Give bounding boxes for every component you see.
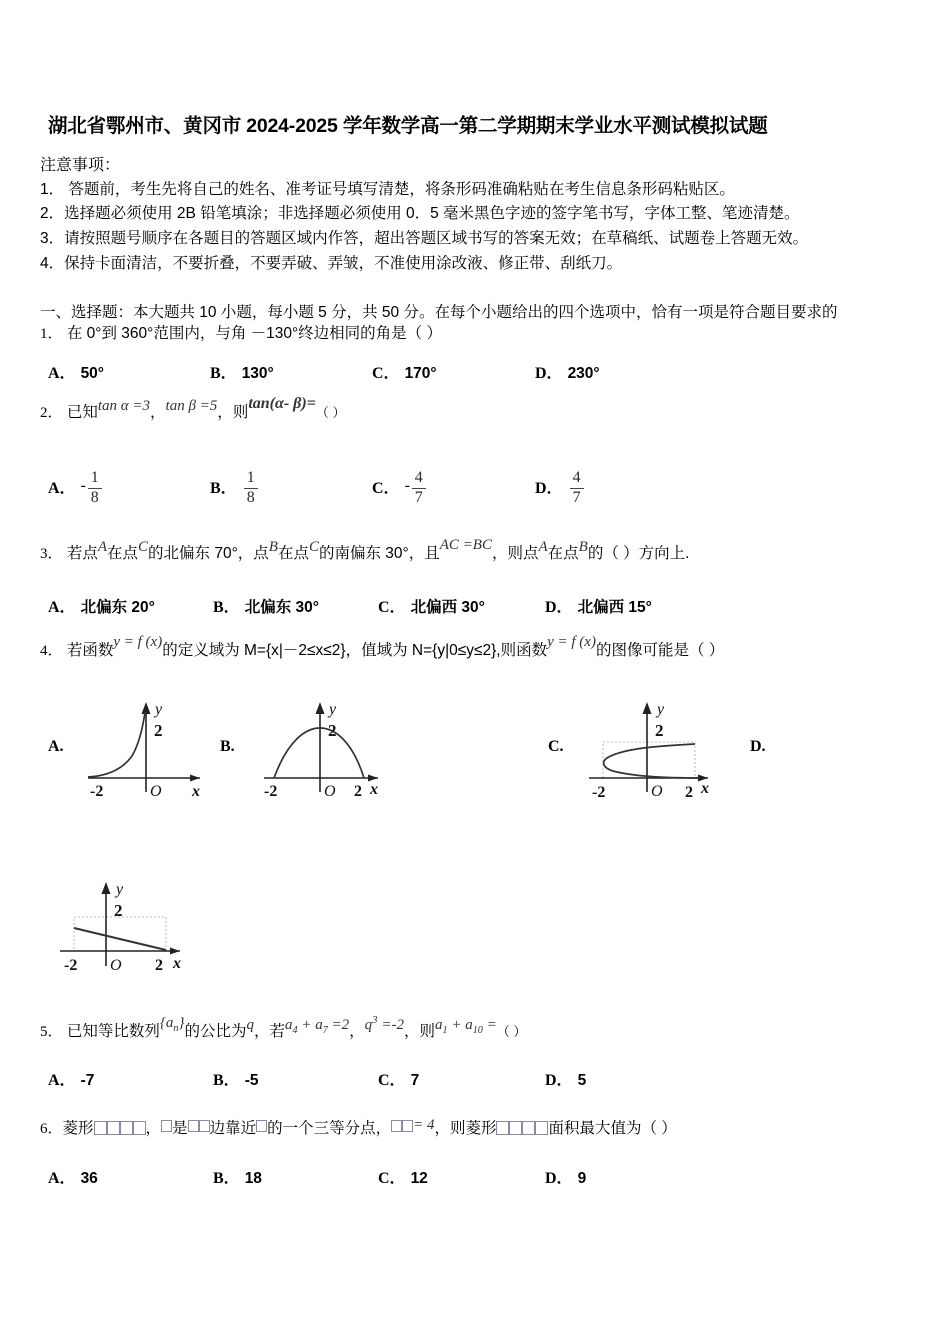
option-1-A[interactable]	[48, 360, 104, 383]
q6-missing-glyphs-5	[391, 1120, 413, 1137]
q3-p6: ，则点	[491, 545, 539, 562]
q5-v1: $\{a_n\}$	[159, 1015, 185, 1034]
q4-v1: y = f (x)	[113, 634, 163, 650]
option-2-D[interactable]	[535, 471, 584, 508]
numerator: 4	[570, 470, 584, 489]
option-label: A．	[48, 480, 76, 498]
q5-v3: $a_4 + a_7 =2$	[284, 1017, 350, 1036]
option-value: 5	[577, 1072, 587, 1089]
svg-text:2: 2	[155, 957, 163, 974]
option-3-A[interactable]	[48, 594, 155, 617]
q4-p3: 的图像可能是（ ）	[595, 642, 725, 659]
option-label: D．	[545, 1170, 573, 1187]
q6-p1: 菱形	[62, 1120, 94, 1137]
q3-v3: B	[268, 539, 278, 555]
denominator: 8	[90, 488, 99, 506]
option-value: -7	[80, 1072, 95, 1089]
option-1-D[interactable]	[535, 360, 600, 383]
svg-text:2: 2	[114, 901, 123, 920]
option-label: D．	[545, 599, 573, 616]
option-label: D．	[535, 365, 563, 382]
option-label: C．	[378, 599, 406, 616]
svg-text:2: 2	[354, 783, 362, 800]
option-sign: -	[404, 477, 410, 495]
option-2-B[interactable]	[210, 471, 258, 508]
q6-p2: ，	[145, 1120, 162, 1137]
notice-line-4: 4．保持卡面清洁，不要折叠，不要弄破、弄皱，不准使用涂改液、修正带、刮纸刀。	[40, 255, 623, 272]
option-label: D．	[545, 1072, 573, 1089]
denominator: 8	[246, 488, 255, 506]
option-sign: -	[80, 477, 86, 495]
q4-v2: y = f (x)	[547, 634, 596, 650]
numerator: 4	[412, 470, 426, 489]
question-2-lead: 已知	[66, 404, 98, 421]
q4-p2: 的定义域为 M={x|－2≤x≤2}，值域为 N={y|0≤y≤2},则函数	[162, 642, 548, 659]
q5-p4: ，	[349, 1023, 365, 1040]
question-2-sep-1: ，	[150, 404, 166, 421]
fraction	[570, 470, 584, 507]
option-value: 北偏东 20°	[80, 599, 155, 616]
missing-glyph-box	[94, 1121, 107, 1135]
option-value: 36	[80, 1170, 98, 1187]
svg-text:O: O	[651, 783, 663, 800]
svg-text:O: O	[110, 957, 122, 974]
svg-text:x: x	[173, 955, 181, 972]
option-label: A．	[48, 1072, 76, 1089]
section-heading: 一、选择题：本大题共 10 小题，每小题 5 分，共 50 分。在每个小题给出的四个选项中，恰有一项是符合题目要求的	[40, 304, 838, 321]
option-value: -5	[244, 1072, 259, 1089]
graph-option-D[interactable]	[60, 880, 215, 1000]
option-value: 9	[577, 1170, 587, 1187]
q6-missing-glyphs-4	[256, 1120, 267, 1137]
svg-text:-2: -2	[64, 957, 78, 974]
option-label: B．	[213, 1072, 240, 1089]
missing-glyph-box	[535, 1121, 548, 1135]
option-value: 170°	[404, 365, 437, 382]
q3-p4: 在点	[277, 545, 309, 562]
option-label: C．	[372, 365, 400, 382]
question-2-expr-2: tan β =5	[165, 398, 218, 414]
question-1-stem	[40, 325, 442, 343]
question-2-paren: （ ）	[315, 405, 346, 420]
option-5-B[interactable]	[213, 1067, 258, 1090]
q4-p1: 若函数	[66, 642, 114, 659]
option-2-C[interactable]	[372, 471, 426, 508]
question-2-stem	[40, 395, 346, 422]
option-value: 230°	[567, 365, 600, 382]
option-value: 北偏西 15°	[577, 599, 652, 616]
option-label: D．	[535, 480, 563, 498]
q3-p1: 若点	[66, 545, 98, 562]
question-1-text: 在 0°到 360°范围内，与角 －130°终边相同的角是（ ）	[66, 325, 442, 342]
question-2-expr-1: tan α =3	[97, 398, 151, 414]
missing-glyph-box	[161, 1120, 172, 1132]
svg-text:y: y	[116, 881, 124, 898]
svg-text:x: x	[192, 783, 200, 800]
option-label: B．	[213, 1170, 240, 1187]
page-title: 湖北省鄂州市、黄冈市 2024-2025 学年数学高一第二学期期末学业水平测试模拟试题	[48, 115, 768, 137]
question-2-options	[0, 462, 950, 506]
question-2-number: 2．	[40, 405, 63, 421]
option-label: C．	[378, 1072, 406, 1089]
option-value: 7	[410, 1072, 420, 1089]
option-value: 北偏西 30°	[410, 599, 485, 616]
missing-glyph-box	[391, 1120, 402, 1132]
q6-p6: = 4	[413, 1117, 435, 1133]
option-2-A[interactable]	[48, 471, 102, 508]
fraction	[412, 470, 426, 507]
question-5-stem	[40, 1014, 527, 1043]
notice-line-3: 3．请按照题号顺序在各题目的答题区域内作答，超出答题区域书写的答案无效；在草稿纸、试题卷上答题无效。	[40, 230, 809, 247]
fraction	[88, 470, 102, 507]
svg-text:y: y	[657, 701, 665, 718]
svg-text:2: 2	[328, 721, 337, 740]
option-value: 18	[244, 1170, 262, 1187]
svg-text:-2: -2	[592, 784, 606, 801]
option-label: B．	[210, 480, 237, 498]
denominator: 7	[414, 488, 423, 506]
option-label: B．	[210, 365, 237, 382]
question-2-expr-3: tan(α- β)=	[248, 395, 316, 412]
q3-p5: 的南偏东 30°，且	[319, 545, 440, 562]
q3-p2: 在点	[107, 545, 139, 562]
q6-missing-glyphs-2	[161, 1120, 172, 1137]
graph-option-A[interactable]	[70, 690, 215, 810]
svg-text:2: 2	[685, 784, 693, 801]
q3-v5: AC =BC	[439, 537, 492, 553]
missing-glyph-box	[120, 1121, 133, 1135]
q3-p8: 的（ ）方向上.	[587, 545, 690, 562]
question-6-options	[0, 1165, 950, 1191]
question-1-options	[0, 360, 950, 386]
option-6-C[interactable]	[378, 1165, 428, 1188]
option-5-D[interactable]	[545, 1067, 586, 1090]
q5-p6: （ ）	[496, 1024, 527, 1039]
missing-glyph-box	[256, 1120, 267, 1132]
question-5-options	[0, 1067, 950, 1093]
question-6-number: 6．	[40, 1121, 63, 1137]
q5-p2: 的公比为	[184, 1023, 247, 1040]
q5-p1: 已知等比数列	[66, 1023, 160, 1040]
question-3-options	[0, 594, 950, 620]
q6-p3: 是	[172, 1120, 188, 1137]
missing-glyph-box	[188, 1120, 199, 1132]
notice-heading: 注意事项：	[40, 157, 121, 174]
question-3-number: 3．	[40, 546, 63, 562]
graph-option-B-label: B.	[220, 738, 235, 755]
graph-option-C[interactable]	[575, 690, 725, 810]
numerator: 1	[88, 470, 102, 489]
graph-option-D-label: D.	[750, 738, 766, 755]
q5-v2: q	[246, 1017, 254, 1033]
q6-p7: ，则菱形	[434, 1120, 497, 1137]
missing-glyph-box	[133, 1121, 146, 1135]
question-5-number: 5．	[40, 1024, 63, 1040]
q5-p3: ，若	[253, 1023, 285, 1040]
graph-option-B[interactable]	[248, 690, 393, 810]
option-value: 北偏东 30°	[244, 599, 319, 616]
q6-p4: 边靠近	[209, 1120, 257, 1137]
q6-missing-glyphs-3	[188, 1120, 210, 1137]
missing-glyph-box	[402, 1120, 413, 1132]
option-1-C[interactable]	[372, 360, 437, 383]
option-6-A[interactable]	[48, 1165, 98, 1188]
question-2-sep-2: ，	[217, 404, 233, 421]
option-5-C[interactable]	[378, 1067, 419, 1090]
svg-text:2: 2	[655, 721, 664, 740]
q5-v4: $q^3 =-2$	[364, 1014, 404, 1033]
q3-v7: B	[578, 539, 588, 555]
svg-text:y: y	[329, 701, 337, 718]
question-6-stem	[40, 1117, 677, 1138]
question-3-stem	[40, 537, 690, 563]
q6-p5: 的一个三等分点，	[267, 1120, 392, 1137]
svg-text:O: O	[324, 783, 336, 800]
option-value: 130°	[241, 365, 274, 382]
option-3-B[interactable]	[213, 594, 319, 617]
svg-text:-2: -2	[90, 783, 104, 800]
q3-v6: A	[538, 539, 548, 555]
notice-line-1: 1． 答题前，考生先将自己的姓名、准考证号填写清楚，将条形码准确粘贴在考生信息条形码粘贴区。	[40, 181, 735, 198]
graph-option-C-label: C.	[548, 738, 564, 755]
question-2-then: 则	[232, 404, 249, 421]
q3-v4: C	[308, 539, 319, 555]
option-label: B．	[213, 599, 240, 616]
question-4-stem	[40, 634, 725, 660]
q6-missing-glyphs-6	[496, 1120, 548, 1137]
question-4-number: 4．	[40, 643, 63, 659]
option-5-A[interactable]	[48, 1067, 94, 1090]
missing-glyph-box	[509, 1121, 522, 1135]
option-label: A．	[48, 599, 76, 616]
q3-p7: 在点	[547, 545, 579, 562]
missing-glyph-box	[199, 1120, 210, 1132]
option-label: C．	[372, 480, 400, 498]
svg-text:y: y	[155, 701, 163, 718]
option-value: 50°	[80, 365, 105, 382]
option-label: C．	[378, 1170, 406, 1187]
option-3-C[interactable]	[378, 594, 485, 617]
q6-missing-glyphs-1	[94, 1120, 146, 1137]
q5-p5: ，则	[403, 1023, 435, 1040]
q3-p3: 的北偏东 70°，点	[148, 545, 269, 562]
svg-text:O: O	[150, 783, 162, 800]
graph-option-A-label: A.	[48, 738, 64, 755]
option-1-B[interactable]	[210, 360, 274, 383]
svg-text:-2: -2	[264, 783, 278, 800]
numerator: 1	[244, 470, 258, 489]
q6-p8: 面积最大值为（ ）	[548, 1120, 677, 1137]
option-3-D[interactable]	[545, 594, 652, 617]
option-value: 12	[410, 1170, 428, 1187]
option-label: A．	[48, 365, 76, 382]
option-6-D[interactable]	[545, 1165, 586, 1188]
question-1-number: 1．	[40, 326, 63, 342]
notice-line-2: 2．选择题必须使用 2B 铅笔填涂；非选择题必须使用 0．5 毫米黑色字迹的签字笔书写，字体工整、笔迹清楚。	[40, 205, 800, 222]
option-label: A．	[48, 1170, 76, 1187]
missing-glyph-box	[496, 1121, 509, 1135]
option-6-B[interactable]	[213, 1165, 262, 1188]
svg-text:x: x	[701, 780, 709, 797]
missing-glyph-box	[522, 1121, 535, 1135]
q3-v2: C	[138, 539, 149, 555]
missing-glyph-box	[107, 1121, 120, 1135]
svg-text:2: 2	[154, 721, 163, 740]
fraction	[244, 470, 258, 507]
denominator: 7	[572, 488, 581, 506]
q5-v5: $a_1 + a_{10}$ =	[434, 1017, 497, 1036]
q3-v1: A	[97, 539, 108, 555]
svg-text:x: x	[370, 781, 378, 798]
